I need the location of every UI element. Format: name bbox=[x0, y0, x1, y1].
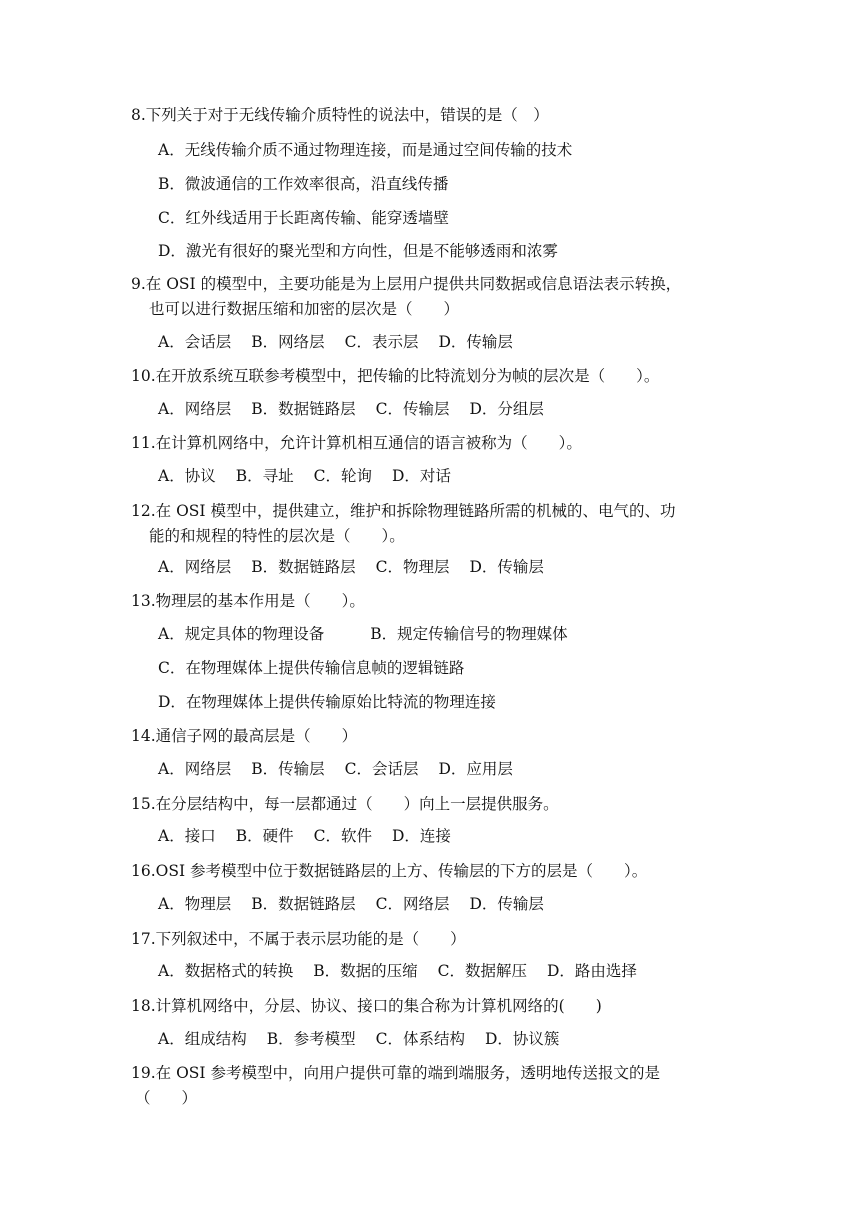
option-a: A．会话层 bbox=[158, 333, 232, 351]
option: A．无线传输介质不通过物理连接，而是通过空间传输的技术 bbox=[158, 141, 573, 159]
question-text-continued: 也可以进行数据压缩和加密的层次是（ ） bbox=[149, 300, 460, 318]
option-a: A．网络层 bbox=[158, 760, 232, 778]
question-number: 17. bbox=[131, 930, 156, 948]
option-b: B．数据链路层 bbox=[251, 400, 356, 418]
question-18 bbox=[131, 994, 741, 1019]
question-number: 15. bbox=[131, 795, 156, 813]
option-a: A．网络层 bbox=[158, 400, 232, 418]
question-text: 在分层结构中，每一层都通过（ ）向上一层提供服务。 bbox=[155, 795, 559, 813]
option-a: A．物理层 bbox=[158, 895, 232, 913]
option-b: B．数据链路层 bbox=[251, 558, 356, 576]
option-row bbox=[158, 207, 778, 229]
question-text: 在 OSI 的模型中，主要功能是为上层用户提供共同数据或信息语法表示转换， bbox=[145, 275, 682, 293]
option-row bbox=[158, 825, 778, 847]
option-b: B．硬件 bbox=[235, 827, 294, 845]
question-number: 10. bbox=[131, 367, 156, 385]
question-number: 12. bbox=[131, 502, 156, 520]
option-row bbox=[158, 623, 778, 645]
option-d: D．应用层 bbox=[438, 760, 513, 778]
question-number: 14. bbox=[131, 727, 156, 745]
option-a: A．组成结构 bbox=[158, 1030, 247, 1048]
option-b: B．网络层 bbox=[251, 333, 325, 351]
option-c: C．表示层 bbox=[344, 333, 419, 351]
option-a: A．接口 bbox=[158, 827, 216, 845]
option-row bbox=[158, 331, 778, 353]
option-d: D．连接 bbox=[391, 827, 451, 845]
question-11 bbox=[131, 431, 741, 456]
question-text: 通信子网的最高层是（ ） bbox=[155, 727, 358, 745]
question-17 bbox=[131, 927, 741, 952]
question-15 bbox=[131, 792, 741, 817]
question-text: 计算机网络中，分层、协议、接口的集合称为计算机网络的( ) bbox=[155, 997, 602, 1015]
option-a: A．网络层 bbox=[158, 558, 232, 576]
option-row bbox=[158, 758, 778, 780]
question-number: 13. bbox=[131, 592, 156, 610]
option-a: A．协议 bbox=[158, 467, 216, 485]
question-text: 物理层的基本作用是（ ）。 bbox=[155, 592, 365, 610]
option-d: D．在物理媒体上提供传输原始比特流的物理连接 bbox=[158, 693, 496, 711]
question-19 bbox=[131, 1061, 741, 1111]
question-number: 8. bbox=[131, 106, 146, 124]
option-row bbox=[158, 657, 778, 679]
question-number: 19. bbox=[131, 1064, 156, 1082]
option-a: A．规定具体的物理设备 bbox=[158, 625, 325, 643]
option-row bbox=[158, 960, 778, 982]
option-b: B．数据的压缩 bbox=[313, 962, 418, 980]
option-c: C．轮询 bbox=[313, 467, 372, 485]
option-c: C．网络层 bbox=[375, 895, 450, 913]
question-12 bbox=[131, 499, 741, 549]
option-row bbox=[158, 1028, 778, 1050]
option-row bbox=[158, 173, 778, 195]
option-row bbox=[158, 240, 778, 262]
option-row bbox=[158, 691, 778, 713]
question-text: OSI 参考模型中位于数据链路层的上方、传输层的下方的层是（ ）。 bbox=[155, 862, 648, 880]
option-b: B．寻址 bbox=[235, 467, 294, 485]
question-13 bbox=[131, 589, 741, 614]
question-text: 下列关于对于无线传输介质特性的说法中，错误的是（ ） bbox=[145, 106, 549, 124]
option-row bbox=[158, 398, 778, 420]
option: B．微波通信的工作效率很高，沿直线传播 bbox=[158, 175, 449, 193]
question-16 bbox=[131, 859, 741, 884]
question-number: 9. bbox=[131, 275, 146, 293]
question-number: 16. bbox=[131, 862, 156, 880]
option: D．激光有很好的聚光型和方向性，但是不能够透雨和浓雾 bbox=[158, 242, 558, 260]
option-c: C．数据解压 bbox=[437, 962, 527, 980]
option-b: B．数据链路层 bbox=[251, 895, 356, 913]
question-text: 在 OSI 模型中，提供建立，维护和拆除物理链路所需的机械的、电气的、功 bbox=[155, 502, 676, 520]
option-d: D．分组层 bbox=[469, 400, 544, 418]
option-c: C．体系结构 bbox=[375, 1030, 465, 1048]
option-d: D．路由选择 bbox=[546, 962, 637, 980]
question-14 bbox=[131, 724, 741, 749]
option-c: C．传输层 bbox=[375, 400, 450, 418]
option-d: D．对话 bbox=[391, 467, 451, 485]
option-c: C．在物理媒体上提供传输信息帧的逻辑链路 bbox=[158, 659, 465, 677]
option-row bbox=[158, 893, 778, 915]
question-text: 下列叙述中，不属于表示层功能的是（ ） bbox=[155, 930, 466, 948]
option-d: D．协议簇 bbox=[484, 1030, 560, 1048]
question-text-continued: （ ） bbox=[135, 1089, 198, 1107]
question-8 bbox=[131, 103, 741, 128]
option-row bbox=[158, 465, 778, 487]
option-c: C．会话层 bbox=[344, 760, 419, 778]
option-b: B．规定传输信号的物理媒体 bbox=[370, 625, 568, 643]
option-d: D．传输层 bbox=[469, 558, 544, 576]
question-number: 18. bbox=[131, 997, 156, 1015]
option-b: B．参考模型 bbox=[266, 1030, 356, 1048]
option-d: D．传输层 bbox=[469, 895, 544, 913]
option-b: B．传输层 bbox=[251, 760, 325, 778]
question-text-continued: 能的和规程的特性的层次是（ ）。 bbox=[149, 527, 405, 545]
question-text: 在计算机网络中，允许计算机相互通信的语言被称为（ ）。 bbox=[155, 434, 582, 452]
question-10 bbox=[131, 364, 741, 389]
option-c: C．物理层 bbox=[375, 558, 450, 576]
question-text: 在开放系统互联参考模型中，把传输的比特流划分为帧的层次是（ ）。 bbox=[155, 367, 660, 385]
question-text: 在 OSI 参考模型中，向用户提供可靠的端到端服务，透明地传送报文的是 bbox=[155, 1064, 660, 1082]
option-c: C．软件 bbox=[313, 827, 372, 845]
option-d: D．传输层 bbox=[438, 333, 513, 351]
question-number: 11. bbox=[131, 434, 156, 452]
option: C．红外线适用于长距离传输、能穿透墙壁 bbox=[158, 209, 449, 227]
option-row bbox=[158, 139, 778, 161]
option-row bbox=[158, 556, 778, 578]
option-a: A．数据格式的转换 bbox=[158, 962, 294, 980]
question-9 bbox=[131, 272, 741, 322]
